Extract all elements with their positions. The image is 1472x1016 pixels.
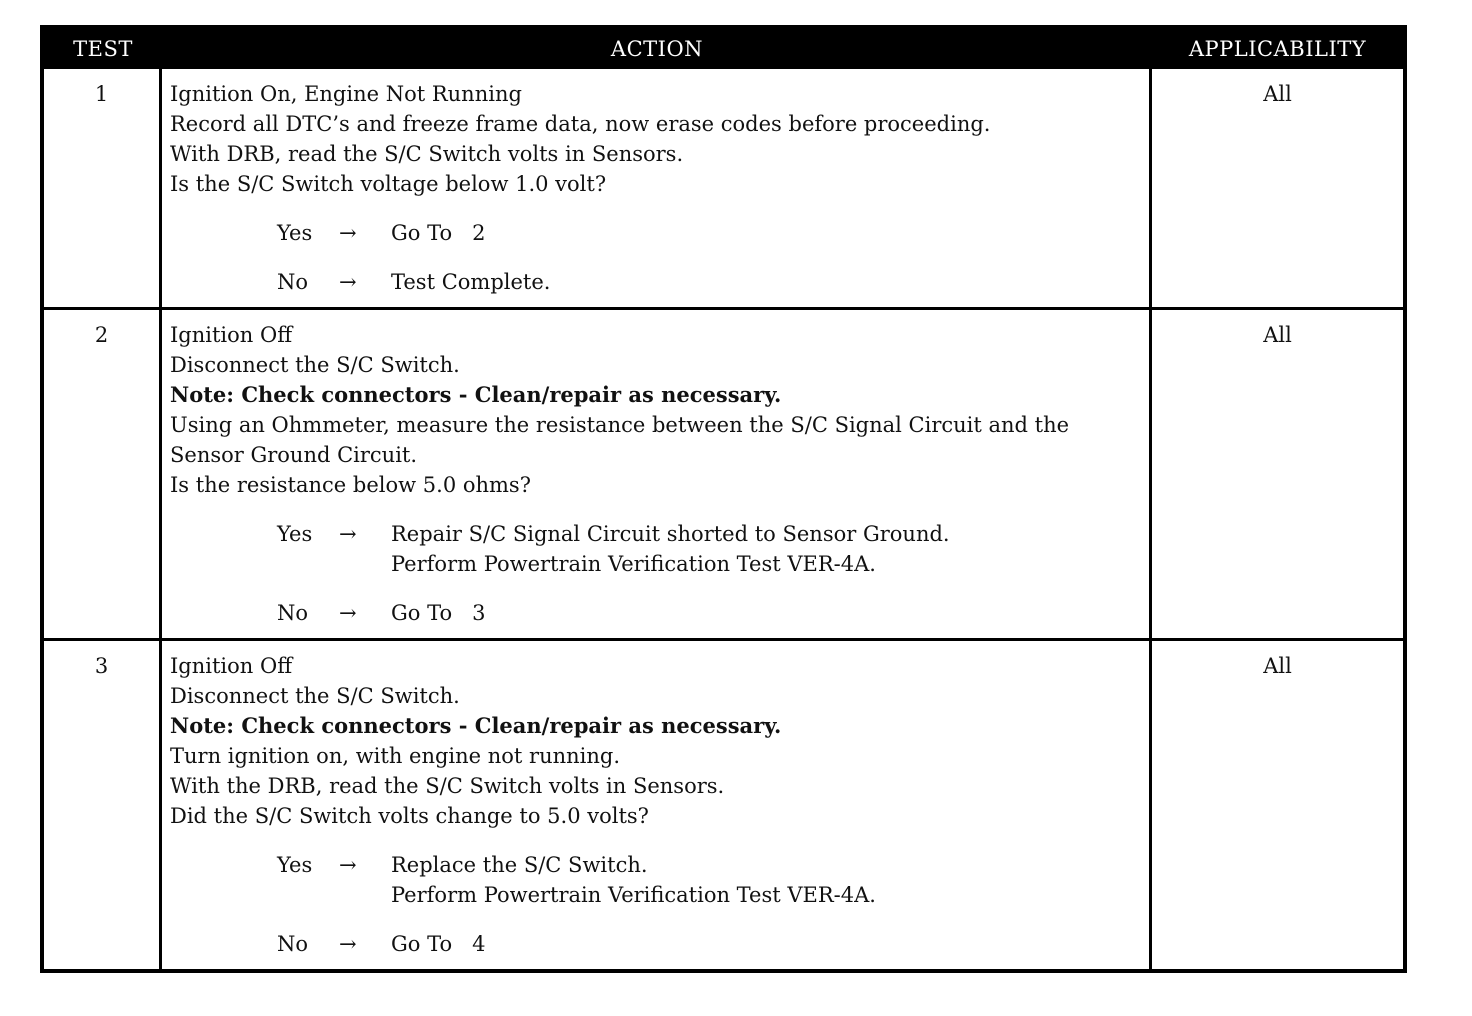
applicability-value: All — [1263, 323, 1292, 347]
action-line: Is the resistance below 5.0 ohms? — [170, 473, 531, 497]
action-line: Record all DTC’s and freeze frame data, now erase codes before proceeding. — [170, 112, 991, 136]
result-line: Test Complete. — [391, 270, 551, 294]
result-line: Perform Powertrain Verification Test VER-4A. — [391, 883, 876, 907]
answer-yes: Yes — [277, 221, 313, 245]
action-line: With DRB, read the S/C Switch volts in Sensors. — [170, 142, 684, 166]
action-line: Disconnect the S/C Switch. — [170, 353, 460, 377]
arrow-right-icon: → — [339, 522, 357, 546]
table-header — [44, 29, 1403, 69]
branch-result — [391, 218, 486, 248]
branch-yes — [277, 519, 1145, 579]
result-line: Replace the S/C Switch. — [391, 853, 648, 877]
applicability-value: All — [1263, 82, 1292, 106]
branch-result — [391, 929, 486, 959]
answer-yes: Yes — [277, 522, 313, 546]
answer-no: No — [277, 270, 309, 294]
action-cell — [162, 641, 1152, 969]
branch-no — [277, 929, 1145, 959]
branch-no — [277, 598, 1145, 628]
branch-result — [391, 598, 486, 628]
table-row — [44, 638, 1403, 969]
arrow-right-icon: → — [339, 601, 357, 625]
table-row — [44, 69, 1403, 307]
header-test: TEST — [73, 37, 133, 61]
action-line: Is the S/C Switch voltage below 1.0 volt? — [170, 172, 607, 196]
answer-no: No — [277, 932, 309, 956]
action-line: Disconnect the S/C Switch. — [170, 684, 460, 708]
branch-result — [391, 519, 950, 579]
action-cell — [162, 310, 1152, 638]
action-line: Turn ignition on, with engine not running. — [170, 744, 621, 768]
action-line: Ignition On, Engine Not Running — [170, 82, 522, 106]
result-line: Repair S/C Signal Circuit shorted to Sensor Ground. — [391, 522, 950, 546]
arrow-right-icon: → — [339, 853, 357, 877]
action-cell — [162, 69, 1152, 307]
branch-result — [391, 267, 550, 297]
action-line: Using an Ohmmeter, measure the resistance between the S/C Signal Circuit and the — [170, 413, 1070, 437]
arrow-right-icon: → — [339, 221, 357, 245]
header-applicability: APPLICABILITY — [1188, 37, 1367, 61]
note-line: Note: Check connectors - Clean/repair as necessary. — [170, 713, 782, 738]
branch-result — [391, 850, 876, 910]
test-number: 2 — [44, 310, 162, 638]
action-line: Ignition Off — [170, 323, 293, 347]
result-line: Go To 2 — [391, 221, 486, 245]
table-row — [44, 307, 1403, 638]
arrow-right-icon: → — [339, 270, 357, 294]
branch-yes — [277, 850, 1145, 910]
action-line: Did the S/C Switch volts change to 5.0 volts? — [170, 804, 649, 828]
answer-yes: Yes — [277, 853, 313, 877]
action-line: Ignition Off — [170, 654, 293, 678]
note-line: Note: Check connectors - Clean/repair as necessary. — [170, 382, 782, 407]
action-line: With the DRB, read the S/C Switch volts in Sensors. — [170, 774, 725, 798]
test-number: 1 — [44, 69, 162, 307]
header-action: ACTION — [610, 37, 704, 61]
branch-yes — [277, 218, 1145, 248]
result-line: Perform Powertrain Verification Test VER-4A. — [391, 552, 876, 576]
arrow-right-icon: → — [339, 932, 357, 956]
action-line: Sensor Ground Circuit. — [170, 443, 418, 467]
test-number: 3 — [44, 641, 162, 969]
answer-no: No — [277, 601, 309, 625]
result-line: Go To 3 — [391, 601, 486, 625]
branch-no — [277, 267, 1145, 297]
result-line: Go To 4 — [391, 932, 486, 956]
applicability-value: All — [1263, 654, 1292, 678]
diagnostic-test-table — [40, 25, 1407, 973]
